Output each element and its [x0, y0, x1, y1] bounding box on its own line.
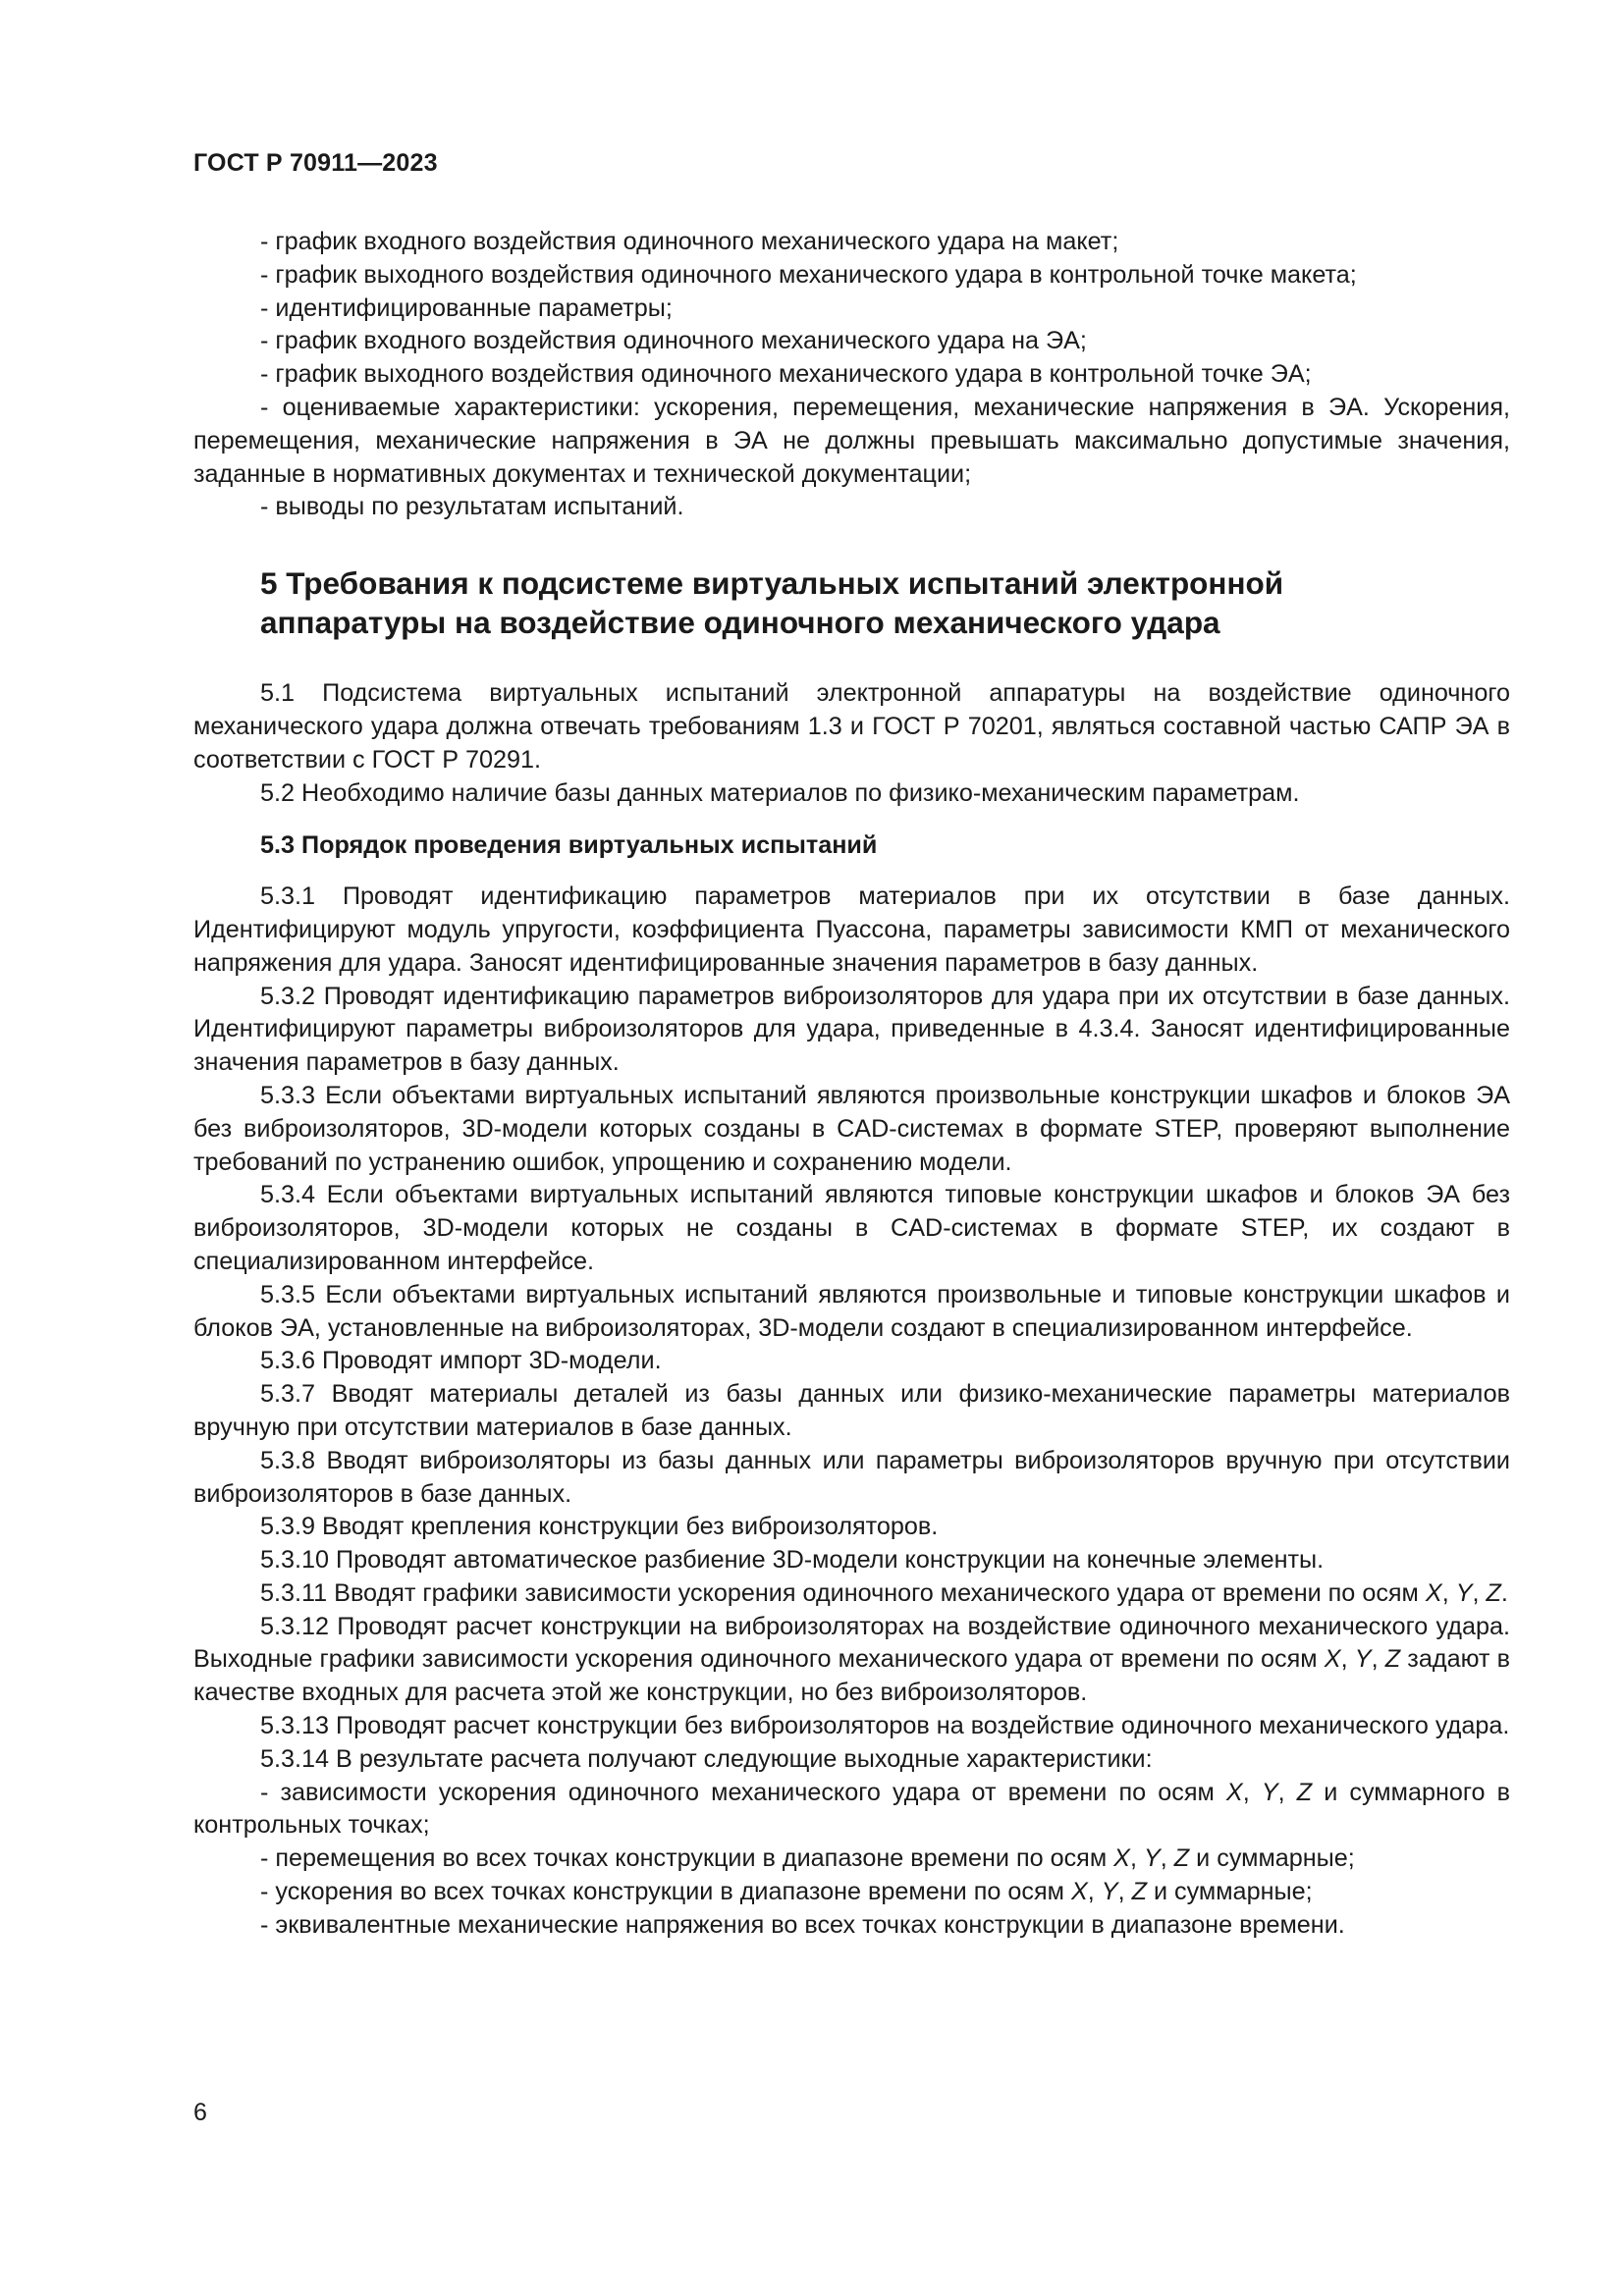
paragraph-5-3-12: 5.3.12 Проводят расчет конструкции на виброизоляторах на воздействие одиночного механического удара. Выходные графики зависимости ускорения одиночного механического удара от времени по осям X, Y, Z задают в качестве входных для расчета этой же конструкции, но без виброизоляторов.: [193, 1612, 1510, 1707]
list-item: - график входного воздействия одиночного механического удара на ЭА;: [260, 327, 1087, 355]
list-item: - идентифицированные параметры;: [260, 294, 673, 322]
paragraph-5-3-7: 5.3.7 Вводят материалы деталей из базы данных или физико-механические параметры материалов вручную при отсутствии материалов в базе данных.: [193, 1380, 1510, 1441]
paragraph-5-2: 5.2 Необходимо наличие базы данных материалов по физико-механическим параметрам.: [260, 778, 1300, 807]
list-item: - оцениваемые характеристики: ускорения, перемещения, механические напряжения в ЭА. Ускорения, перемещения, механические напряжения в ЭА не должны превышать максимально допустимые значения, заданные в нормативных документах и технической документации;: [193, 393, 1510, 488]
list-item: - ускорения во всех точках конструкции в диапазоне времени по осям X, Y, Z и суммарные;: [260, 1878, 1313, 1906]
paragraph-5-3-13: 5.3.13 Проводят расчет конструкции без виброизоляторов на воздействие одиночного механического удара.: [260, 1712, 1510, 1740]
paragraph-5-3-2: 5.3.2 Проводят идентификацию параметров виброизоляторов для удара при их отсутствии в базе данных. Идентифицируют параметры виброизоляторов для удара, приведенные в 4.3.4. Заносят идентифицированные значения параметров в базу данных.: [193, 982, 1510, 1077]
paragraph-5-3-6: 5.3.6 Проводят импорт 3D-модели.: [260, 1347, 662, 1375]
list-item: - эквивалентные механические напряжения во всех точках конструкции в диапазоне времени.: [260, 1910, 1345, 1939]
section-title: [193, 563, 1510, 642]
paragraph-5-3-10: 5.3.10 Проводят автоматическое разбиение 3D-модели конструкции на конечные элементы.: [260, 1546, 1325, 1575]
section-title-line2: аппаратуры на воздействие одиночного механического удара: [260, 605, 1220, 641]
section-title-line1: 5 Требования к подсистеме виртуальных испытаний электронной: [260, 565, 1284, 602]
page-number: 6: [193, 2099, 207, 2126]
list-item: - график выходного воздействия одиночного механического удара в контрольной точке макета;: [260, 260, 1357, 289]
paragraph-5-3-5: 5.3.5 Если объектами виртуальных испытаний являются произвольные и типовые конструкции шкафов и блоков ЭА, установленные на виброизоляторах, 3D-модели создают в специализированном интерфейсе.: [193, 1280, 1510, 1342]
list-item: - выводы по результатам испытаний.: [260, 493, 684, 521]
list-item: - зависимости ускорения одиночного механического удара от времени по осям X, Y, Z и суммарного в контрольных точках;: [193, 1778, 1511, 1840]
paragraph-5-3-3: 5.3.3 Если объектами виртуальных испытаний являются произвольные конструкции шкафов и блоков ЭА без виброизоляторов, 3D-модели которых созданы в CAD-системах в формате STEP, проверяют выполнение требований по устранению ошибок, упрощению и сохранению модели.: [193, 1081, 1510, 1176]
paragraph-5-3-11: 5.3.11 Вводят графики зависимости ускорения одиночного механического удара от времени по осям X, Y, Z.: [260, 1578, 1508, 1607]
paragraph-5-1: 5.1 Подсистема виртуальных испытаний электронной аппаратуры на воздействие одиночного механического удара должна отвечать требованиям 1.3 и ГОСТ Р 70201, являться составной частью САПР ЭА в соответствии с ГОСТ Р 70291.: [193, 679, 1510, 774]
doc-header: ГОСТ Р 70911—2023: [193, 149, 438, 177]
list-item: - перемещения во всех точках конструкции в диапазоне времени по осям X, Y, Z и суммарные;: [260, 1844, 1355, 1873]
paragraph-5-3-4: 5.3.4 Если объектами виртуальных испытаний являются типовые конструкции шкафов и блоков ЭА без виброизоляторов, 3D-модели которых не созданы в CAD-системах в формате STEP, их создают в специализированном интерфейсе.: [193, 1181, 1510, 1275]
subsection-title: 5.3 Порядок проведения виртуальных испытаний: [260, 831, 878, 860]
paragraph-5-3-1: 5.3.1 Проводят идентификацию параметров материалов при их отсутствии в базе данных. Идентифицируют модуль упругости, коэффициента Пуассона, параметры зависимости КМП от механического напряжения для удара. Заносят идентифицированные значения параметров в базу данных.: [193, 882, 1510, 977]
paragraph-5-3-9: 5.3.9 Вводят крепления конструкции без виброизоляторов.: [260, 1513, 939, 1541]
list-item: - график выходного воздействия одиночного механического удара в контрольной точке ЭА;: [260, 360, 1312, 389]
page-content: [193, 226, 1510, 1943]
paragraph-5-3-14: 5.3.14 В результате расчета получают следующие выходные характеристики:: [260, 1744, 1153, 1773]
list-item: - график входного воздействия одиночного механического удара на макет;: [260, 228, 1119, 255]
paragraph-5-3-8: 5.3.8 Вводят виброизоляторы из базы данных или параметры виброизоляторов вручную при отсутствии виброизоляторов в базе данных.: [193, 1446, 1510, 1508]
